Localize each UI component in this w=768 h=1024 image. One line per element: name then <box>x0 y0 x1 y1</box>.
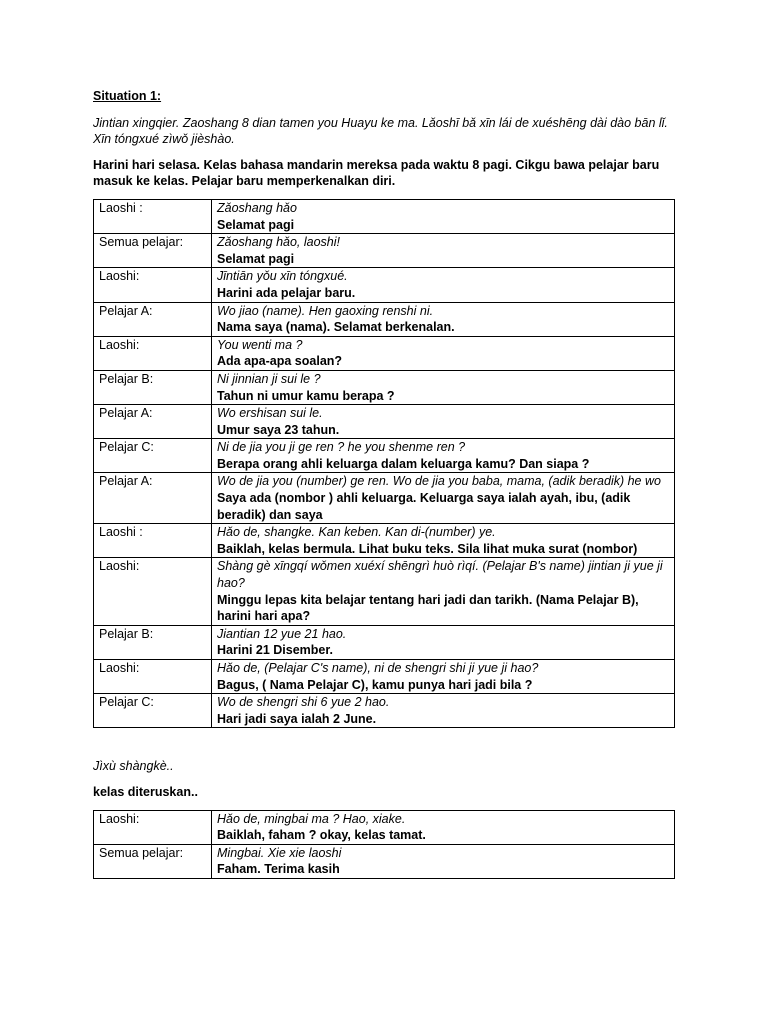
line-cell <box>212 336 675 370</box>
speaker-cell: Laoshi: <box>94 810 212 844</box>
pinyin-line: Wo ershisan sui le. <box>217 406 323 421</box>
malay-line: Berapa orang ahli keluarga dalam keluarga kamu? Dan siapa ? <box>217 456 590 471</box>
line-cell <box>212 268 675 302</box>
dialogue-table-1 <box>93 199 675 728</box>
malay-line: Ada apa-apa soalan? <box>217 354 343 369</box>
malay-line: Bagus, ( Nama Pelajar C), kamu punya hari jadi bila ? <box>217 677 533 692</box>
speaker-cell: Pelajar A: <box>94 473 212 524</box>
dialogue-row <box>94 234 675 268</box>
dialogue-row <box>94 336 675 370</box>
dialogue-row <box>94 844 675 878</box>
dialogue-row <box>94 473 675 524</box>
pinyin-line: Wo jiao (name). Hen gaoxing renshi ni. <box>217 303 434 318</box>
pinyin-line: Hǎo de, shangke. Kan keben. Kan di-(number) ye. <box>217 525 496 540</box>
pinyin-line: Shàng gè xīngqí wǒmen xuéxí shēngrì huò rìqí. (Pelajar B's name) jintian ji yue ji hao? <box>217 559 663 591</box>
malay-line: Hari jadi saya ialah 2 June. <box>217 711 377 726</box>
line-cell <box>212 370 675 404</box>
line-cell <box>212 625 675 659</box>
pinyin-line: Wo de jia you (number) ge ren. Wo de jia you baba, mama, (adik beradik) he wo <box>217 474 661 489</box>
line-cell <box>212 473 675 524</box>
line-cell <box>212 302 675 336</box>
line-cell <box>212 405 675 439</box>
malay-line: Nama saya (nama). Selamat berkenalan. <box>217 320 455 335</box>
speaker-cell: Laoshi : <box>94 524 212 558</box>
malay-line: Harini 21 Disember. <box>217 643 334 658</box>
malay-line: Harini ada pelajar baru. <box>217 285 356 300</box>
dialogue-row <box>94 405 675 439</box>
speaker-cell: Laoshi: <box>94 558 212 625</box>
speaker-cell: Pelajar B: <box>94 370 212 404</box>
dialogue-row <box>94 524 675 558</box>
continue-pinyin: Jìxù shàngkè.. <box>93 759 174 774</box>
speaker-cell: Laoshi: <box>94 268 212 302</box>
speaker-cell: Pelajar A: <box>94 302 212 336</box>
dialogue-row <box>94 302 675 336</box>
malay-line: Minggu lepas kita belajar tentang hari jadi dan tarikh. (Nama Pelajar B), harini hari apa? <box>217 592 639 624</box>
line-cell <box>212 810 675 844</box>
line-cell <box>212 694 675 728</box>
line-cell <box>212 558 675 625</box>
line-cell <box>212 524 675 558</box>
dialogue-row <box>94 694 675 728</box>
intro-pinyin: Jintian xingqier. Zaoshang 8 dian tamen you Huayu ke ma. Lǎoshī bǎ xīn lái de xuéshēng dài dào bān lǐ. Xīn tóngxué zìwǒ jièshào. <box>93 115 668 147</box>
dialogue-row <box>94 370 675 404</box>
malay-line: Selamat pagi <box>217 251 295 266</box>
pinyin-line: Wo de shengri shi 6 yue 2 hao. <box>217 695 390 710</box>
dialogue-row <box>94 660 675 694</box>
malay-line: Baiklah, kelas bermula. Lihat buku teks. Sila lihat muka surat (nombor) <box>217 541 638 556</box>
line-cell <box>212 660 675 694</box>
dialogue-table-1-body <box>94 199 675 727</box>
situation-title: Situation 1: <box>93 89 162 103</box>
pinyin-line: Hǎo de, mingbai ma ? Hao, xiake. <box>217 811 406 826</box>
pinyin-line: Hǎo de, (Pelajar C's name), ni de shengri shi ji yue ji hao? <box>217 661 539 675</box>
line-cell <box>212 199 675 233</box>
spacer <box>93 740 675 758</box>
dialogue-row <box>94 625 675 659</box>
pinyin-line: Mingbai. Xie xie laoshi <box>217 845 342 860</box>
pinyin-line: Jīntiān yǒu xīn tóngxué. <box>217 269 348 284</box>
malay-line: Saya ada (nombor ) ahli keluarga. Keluarga saya ialah ayah, ibu, (adik beradik) dan saya <box>217 491 631 522</box>
speaker-cell: Laoshi: <box>94 336 212 370</box>
speaker-cell: Pelajar C: <box>94 439 212 473</box>
pinyin-line: Zǎoshang hǎo, laoshi! <box>217 235 341 250</box>
document-page <box>93 88 675 891</box>
speaker-cell: Pelajar A: <box>94 405 212 439</box>
pinyin-line: Zǎoshang hǎo <box>217 200 297 215</box>
pinyin-line: You wenti ma ? <box>217 337 303 352</box>
dialogue-row <box>94 558 675 625</box>
malay-line: Umur saya 23 tahun. <box>217 422 340 437</box>
malay-line: Faham. Terima kasih <box>217 862 340 877</box>
dialogue-row <box>94 199 675 233</box>
speaker-cell: Semua pelajar: <box>94 844 212 878</box>
intro-malay: Harini hari selasa. Kelas bahasa mandarin mereksa pada waktu 8 pagi. Cikgu bawa pelajar baru masuk ke kelas. Pelajar baru memperkenalkan diri. <box>93 157 660 189</box>
dialogue-row <box>94 268 675 302</box>
speaker-cell: Laoshi: <box>94 660 212 694</box>
malay-line: Selamat pagi <box>217 217 295 232</box>
pinyin-line: Ni jinnian ji sui le ? <box>217 371 321 386</box>
malay-line: Baiklah, faham ? okay, kelas tamat. <box>217 828 426 843</box>
line-cell <box>212 844 675 878</box>
pinyin-line: Jiantian 12 yue 21 hao. <box>217 626 347 641</box>
continue-malay: kelas diteruskan.. <box>93 784 198 799</box>
dialogue-table-2 <box>93 810 675 879</box>
speaker-cell: Laoshi : <box>94 199 212 233</box>
dialogue-table-2-body <box>94 810 675 878</box>
line-cell <box>212 439 675 473</box>
speaker-cell: Pelajar B: <box>94 625 212 659</box>
malay-line: Tahun ni umur kamu berapa ? <box>217 388 395 403</box>
speaker-cell: Pelajar C: <box>94 694 212 728</box>
line-cell <box>212 234 675 268</box>
dialogue-row <box>94 810 675 844</box>
pinyin-line: Ni de jia you ji ge ren ? he you shenme ren ? <box>217 440 466 455</box>
dialogue-row <box>94 439 675 473</box>
speaker-cell: Semua pelajar: <box>94 234 212 268</box>
